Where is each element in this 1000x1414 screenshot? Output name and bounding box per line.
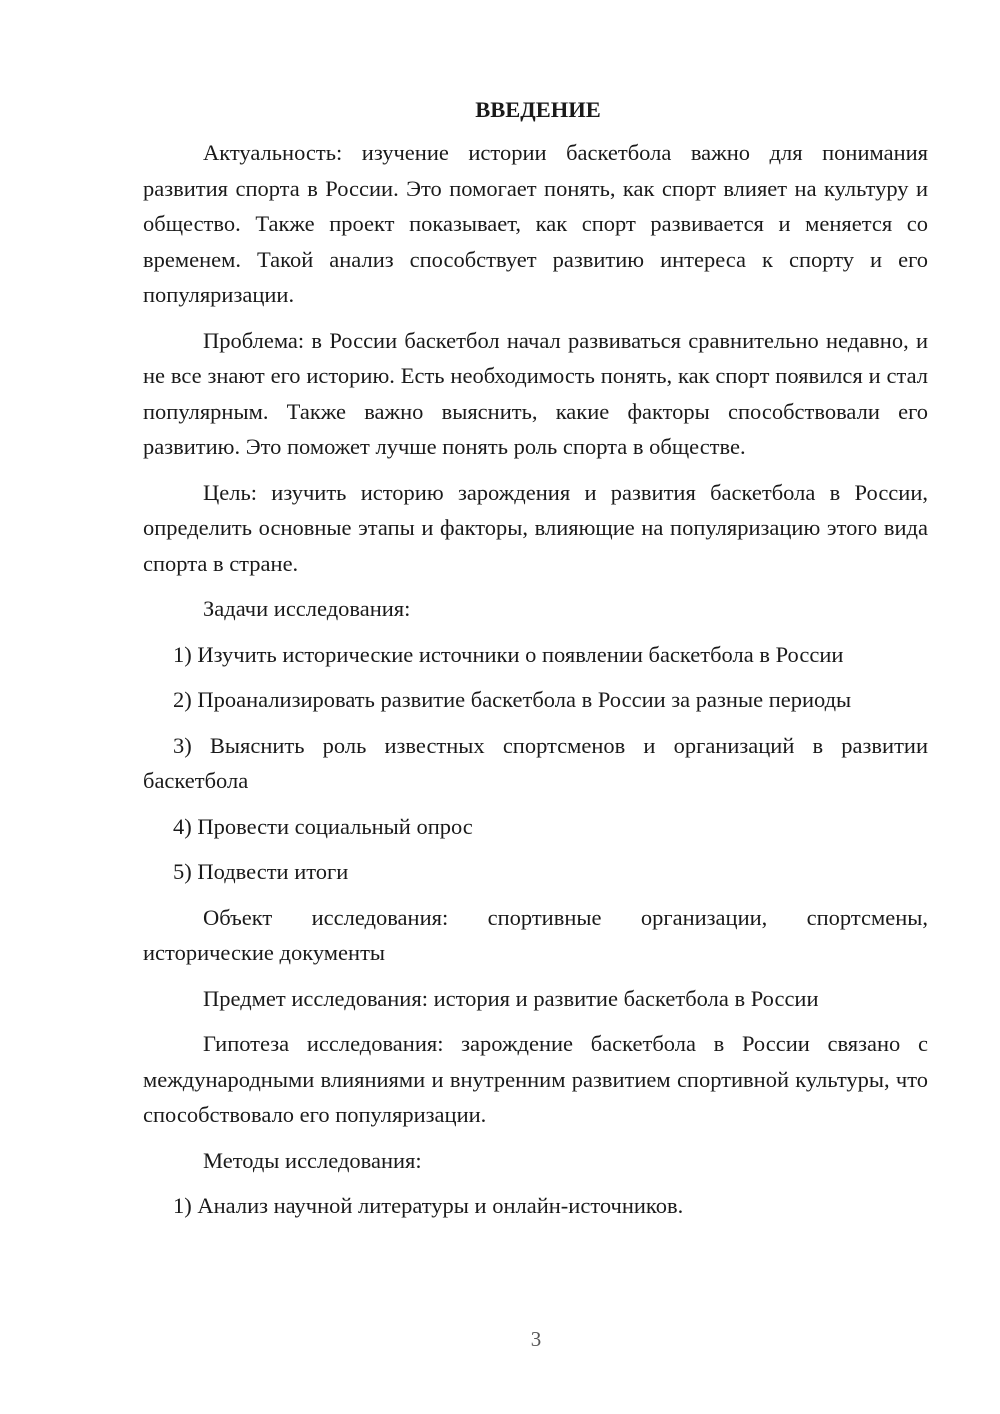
- task-item-1: 1) Изучить исторические источники о появлении баскетбола в России: [173, 641, 844, 667]
- task-item-4: 4) Провести социальный опрос: [173, 813, 473, 839]
- task-item-2: 2) Проанализировать развитие баскетбола в России за разные периоды: [173, 687, 852, 712]
- object-paragraph: Объект исследования: спортивные организации, спортсмены, исторические документы: [143, 904, 928, 965]
- goal-paragraph: Цель: изучить историю зарождения и развития баскетбола в России, определить основные этапы и факторы, влияющие на популяризацию этого вида спорта в стране.: [143, 479, 928, 576]
- page-number: 3: [530, 1327, 542, 1351]
- relevance-paragraph: Актуальность: изучение истории баскетбола важно для понимания развития спорта в России. Это помогает понять, как спорт влияет на культуру и общество. Также проект показывает, как спорт развивается и меняется со временем. Такой анализ способствует развитию интереса к спорту и его популяризации.: [143, 140, 928, 307]
- subject-paragraph: Предмет исследования: история и развитие баскетбола в России: [203, 985, 819, 1011]
- hypothesis-paragraph: Гипотеза исследования: зарождение баскетбола в России связано с международными влияниями и внутренним развитием спортивной культуры, что способствовало его популяризации.: [143, 1031, 928, 1127]
- tasks-heading: Задачи исследования:: [203, 596, 411, 621]
- task-item-3: 3) Выяснить роль известных спортсменов и организаций в развитии баскетбола: [143, 732, 928, 793]
- document-page: [143, 92, 928, 1234]
- section-heading: ВВЕДЕНИЕ: [475, 97, 601, 122]
- problem-paragraph: Проблема: в России баскетбол начал развиваться сравнительно недавно, и не все знают его историю. Есть необходимость понять, как спорт появился и стал популярным. Также важно выяснить, какие факторы способствовали его развитию. Это поможет лучше понять роль спорта в обществе.: [143, 327, 928, 459]
- task-item-5: 5) Подвести итоги: [173, 859, 349, 884]
- methods-heading: Методы исследования:: [203, 1147, 422, 1173]
- method-item-1: 1) Анализ научной литературы и онлайн-источников.: [173, 1193, 684, 1218]
